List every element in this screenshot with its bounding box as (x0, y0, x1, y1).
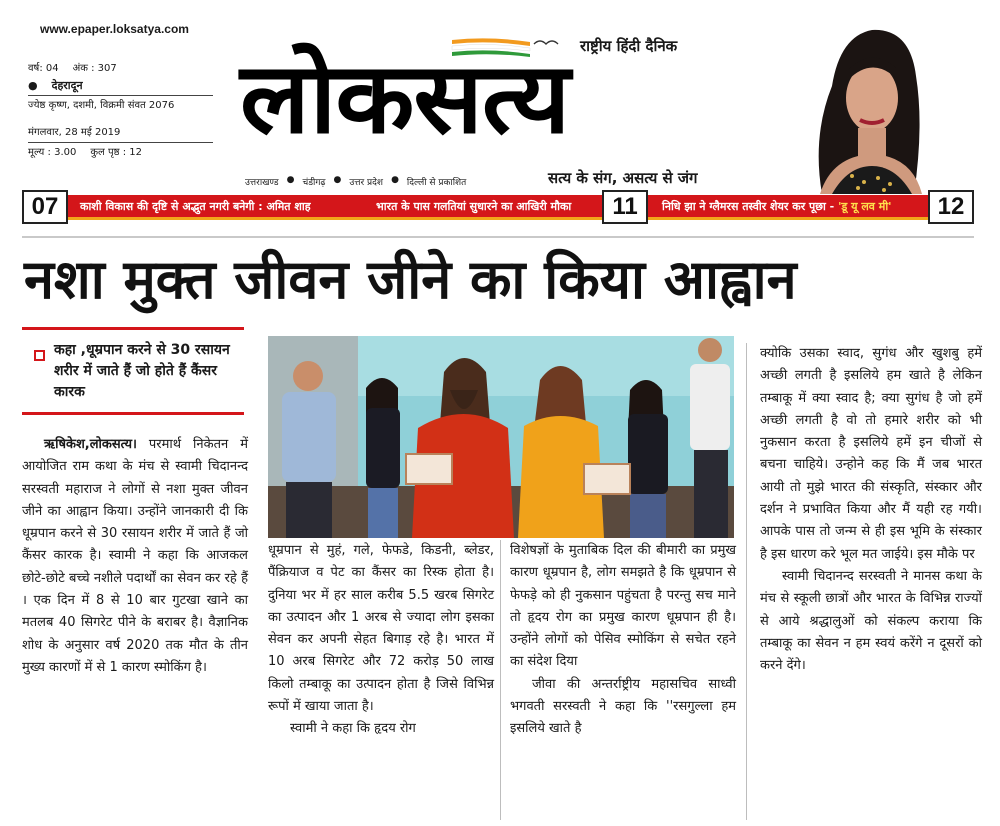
slogan: सत्य के संग, असत्य से जंग (548, 169, 698, 187)
column-text: क्योकि उसका स्वाद, सुगंध और खुशबु हमें अच्छी लगती है इसलिये हम खाते है लेकिन तम्बाकू में क्या स्वाद है; क्या सुगंध है जो हमें अच्छी लगती है वो तो हमारे शरीर को भी नुकसान करता है इसलिये हमें इन चीजों से बचना चाहिये। उन्होने कह कि मैं जब भारत आयी तो मुझे भारत की संस्कृति, संस्कार और दर्शन ने प्रभावित किया और मैं यही रह गयी। आपके पास तो जन्म से ही इस भूमि के संस्कार है इस धारण करे भूल मत जाईये। इस मौके पर (760, 346, 982, 562)
article-column-2 (268, 540, 494, 741)
edition-item: चंडीगढ़ (302, 178, 326, 188)
article-column-4 (760, 343, 982, 677)
sub-headline-box (22, 327, 244, 415)
column-text: धूम्रपान से मुहं, गले, फेफडे, किडनी, ब्लेडर, पैंक्रियाज व पेट का कैंसर का रिस्क होता है। दुनिया भर में हर साल करीब 5.5 खरब सिगरेट का उत्पादन और 1 अरब से ज्यादा लोग इसका सेवन कर अपनी सेहत बिगाड़ रहे है। भारत में 10 अरब सिगरेट और 72 करोड़ 50 लाख किलो तम्बाकू का उत्पादन होता है जिसे विभिन्न रूपों में खाया जाता है। (268, 543, 494, 715)
issue-info (28, 60, 213, 161)
teaser-page-number[interactable]: 11 (602, 190, 648, 224)
teaser-link[interactable]: भारत के पास गलतियां सुधारने का आखिरी मौका (376, 200, 572, 213)
issue-label: अंक : 307 (72, 63, 117, 74)
main-headline: नशा मुक्त जीवन जीने का किया आह्वान (24, 248, 797, 311)
newspaper-logo-text: लोकसत्य (240, 42, 570, 156)
top-tagline: राष्ट्रीय हिंदी दैनिक (580, 37, 678, 55)
teaser-strip (22, 190, 974, 224)
editions-line: उत्तराखण्ड ● चंडीगढ़ ● उत्तर प्रदेश ● दिल्ली से प्रकाशित (245, 175, 467, 188)
teaser-page-number[interactable]: 12 (928, 190, 974, 224)
hindu-date: ज्येष्ठ कृष्ण, दशमी, विक्रमी संवत 2076 (28, 100, 175, 111)
teaser-page-number[interactable]: 07 (22, 190, 68, 224)
year-label: वर्ष: 04 (28, 63, 59, 74)
page-count: कुल पृष्ठ : 12 (90, 147, 143, 158)
price: मूल्य : 3.00 (28, 147, 77, 158)
sub-headline: कहा ,धूम्रपान करने से 30 रसायन शरीर में जाते हैं जो होते हैं कैंसर कारक (54, 342, 230, 400)
teaser-link[interactable]: निधि झा ने ग्लैमरस तस्वीर शेयर कर पूछा - 'डू यू लव मी' (662, 200, 892, 213)
column-text: स्वामी चिदानन्द सरस्वती ने मानस कथा के मंच से स्कूली छात्रों और भारत के विभिन्न राज्यों से आये श्रद्धालुओं को संकल्प कराया कि तम्बाकू का सेवन न हम स्वयं करेंगे न दूसरों को करने देंगे। (760, 568, 982, 674)
edition-item: दिल्ली से प्रकाशित (406, 178, 467, 188)
edition-item: उत्तराखण्ड (245, 178, 279, 188)
edition-item: उत्तर प्रदेश (349, 178, 384, 188)
city: देहरादून (51, 79, 83, 92)
event-photo[interactable] (268, 336, 734, 538)
column-text: विशेषज्ञों के मुताबिक दिल की बीमारी का प्रमुख कारण धूम्रपान है, लोग समझते है कि धूम्रपान से फेफड़े को ही नुकसान पहुंचता है परन्तु सच माने तो हृदय रोग का प्रमुख कारण धूम्रपान ही है। उन्होंने लोगों को पेसिव स्मोकिंग से सचेत रहने का संदेश दिया (510, 543, 736, 670)
masthead (240, 30, 760, 158)
website-url[interactable]: www.epaper.loksatya.com (40, 22, 189, 36)
column-text: स्वामी ने कहा कि हृदय रोग (290, 721, 416, 737)
bullet-icon: ● (28, 79, 38, 92)
square-bullet-icon (34, 350, 45, 361)
issue-date: मंगलवार, 28 मई 2019 (28, 127, 121, 138)
dateline: ऋषिकेश,लोकसत्य। (44, 437, 137, 452)
column-text: परमार्थ निकेतन में आयोजित राम कथा के मंच से स्वामी चिदानन्द सरस्वती महाराज ने लोगों से नशा मुक्त जीवन जीने का आह्वान किया। उन्होंने जानकारी दी कि धूम्रपान करने से 30 रसायन शरीर में जाते हैं जो कैंसर कारक है। स्वामी ने कहा कि आजकल छोटे-छोटे बच्चे नशीले पदार्थों का सेवन कर रहे हैं । एक दिन में 8 से 10 बार गुटखा खाने का मतलब 40 सिगरेट पीने के बराबर है। वैज्ञानिक शोध के अनुसार वर्ष 2020 तक मौत के तीन मुख्य कारणों में से 1 कारण स्मोकिंग है। (22, 437, 248, 675)
article-column-1 (22, 434, 248, 679)
teaser-link[interactable]: काशी विकास की दृष्टि से अद्भुत नगरी बनेगी : अमित शाह (80, 200, 311, 213)
cover-model-photo[interactable] (792, 16, 942, 194)
article-column-3 (510, 540, 736, 741)
column-text: जीवा की अन्तर्राष्ट्रीय महासचिव साध्वी भगवती सरस्वती ने कहा कि ''रसगुल्ला हम इसलिये खाते है (510, 676, 736, 737)
